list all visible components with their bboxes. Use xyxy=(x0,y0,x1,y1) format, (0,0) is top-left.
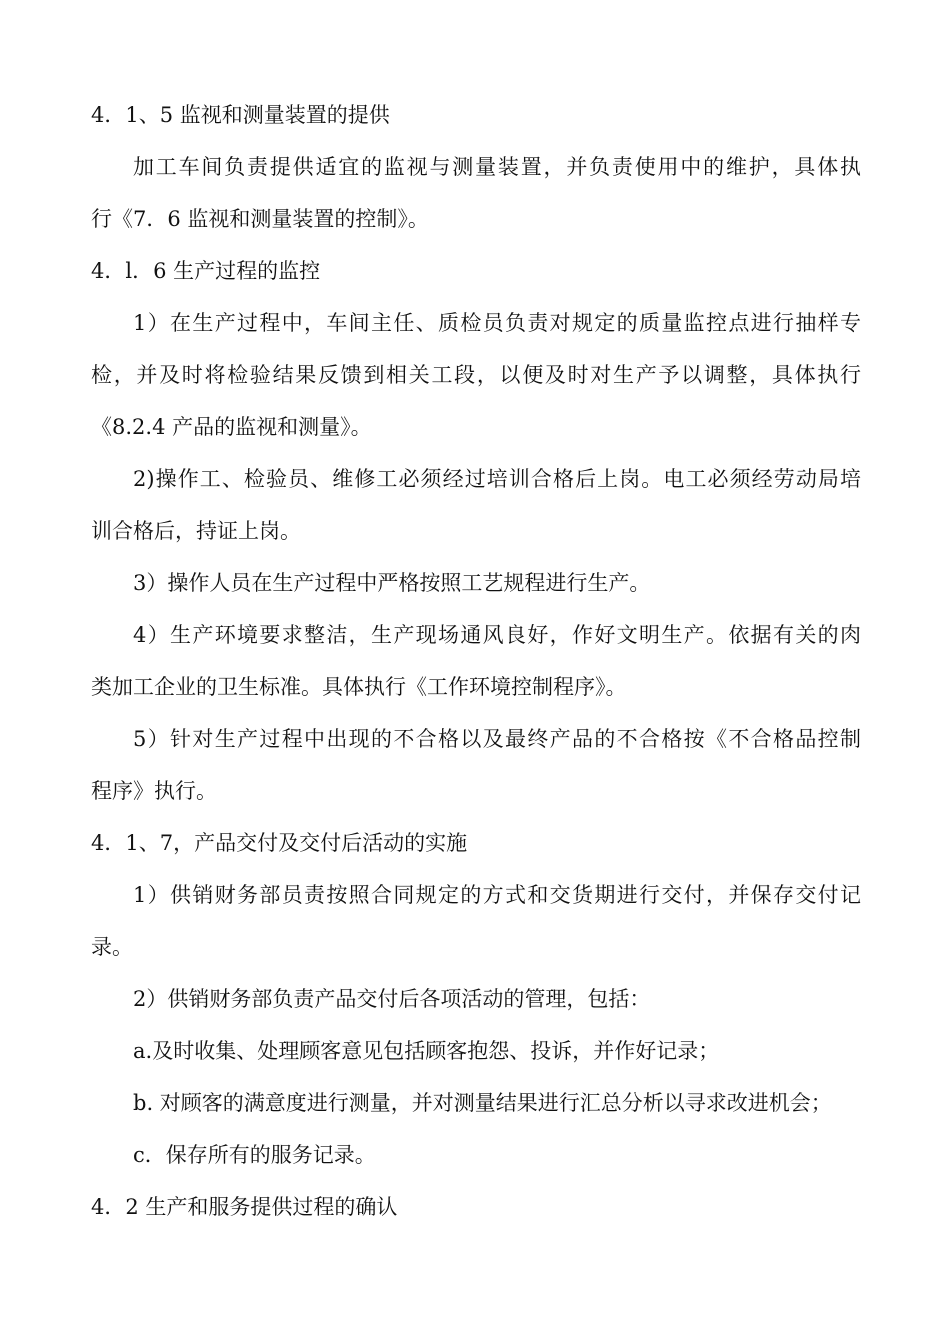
paragraph-line: 程序》执行。 xyxy=(91,779,217,803)
paragraph-line: 3）操作人员在生产过程中严格按照工艺规程进行生产。 xyxy=(133,571,651,595)
section-heading-4-1-5: 4．1、5 监视和测量装置的提供 xyxy=(91,103,390,127)
paragraph-line: 行《7．6 监视和测量装置的控制》。 xyxy=(91,207,429,231)
list-item: c．保存所有的服务记录。 xyxy=(133,1143,376,1167)
section-heading-4-2: 4．2 生产和服务提供过程的确认 xyxy=(91,1195,398,1219)
paragraph-line: 加工车间负责提供适宜的监视与测量装置，并负责使用中的维护，具体执 xyxy=(133,155,861,179)
paragraph-line: 《8.2.4 产品的监视和测量》。 xyxy=(91,415,372,439)
list-item: a.及时收集、处理顾客意见包括顾客抱怨、投诉，并作好记录； xyxy=(133,1039,720,1063)
list-item: b. 对顾客的满意度进行测量，并对测量结果进行汇总分析以寻求改进机会； xyxy=(133,1091,832,1115)
section-heading-4-1-7: 4．1、7，产品交付及交付后活动的实施 xyxy=(91,831,468,855)
document-body xyxy=(91,89,861,1233)
paragraph-line: 4）生产环境要求整洁，生产现场通风良好，作好文明生产。依据有关的肉 xyxy=(133,623,861,647)
paragraph-line: 1）在生产过程中，车间主任、质检员负责对规定的质量监控点进行抽样专 xyxy=(133,311,861,335)
paragraph-line: 训合格后，持证上岗。 xyxy=(91,519,301,543)
paragraph-line: 2）供销财务部负责产品交付后各项活动的管理，包括： xyxy=(133,987,651,1011)
paragraph-line: 5）针对生产过程中出现的不合格以及最终产品的不合格按《不合格品控制 xyxy=(133,727,861,751)
paragraph-line: 类加工企业的卫生标准。具体执行《工作环境控制程序》。 xyxy=(91,675,627,699)
paragraph-line: 检，并及时将检验结果反馈到相关工段，以便及时对生产予以调整，具体执行 xyxy=(91,363,861,387)
paragraph-line: 1）供销财务部员责按照合同规定的方式和交货期进行交付，并保存交付记 xyxy=(133,883,861,907)
paragraph-line: 2)操作工、检验员、维修工必须经过培训合格后上岗。电工必须经劳动局培 xyxy=(133,467,861,491)
section-heading-4-1-6: 4．l．6 生产过程的监控 xyxy=(91,259,321,283)
paragraph-line: 录。 xyxy=(91,935,133,959)
